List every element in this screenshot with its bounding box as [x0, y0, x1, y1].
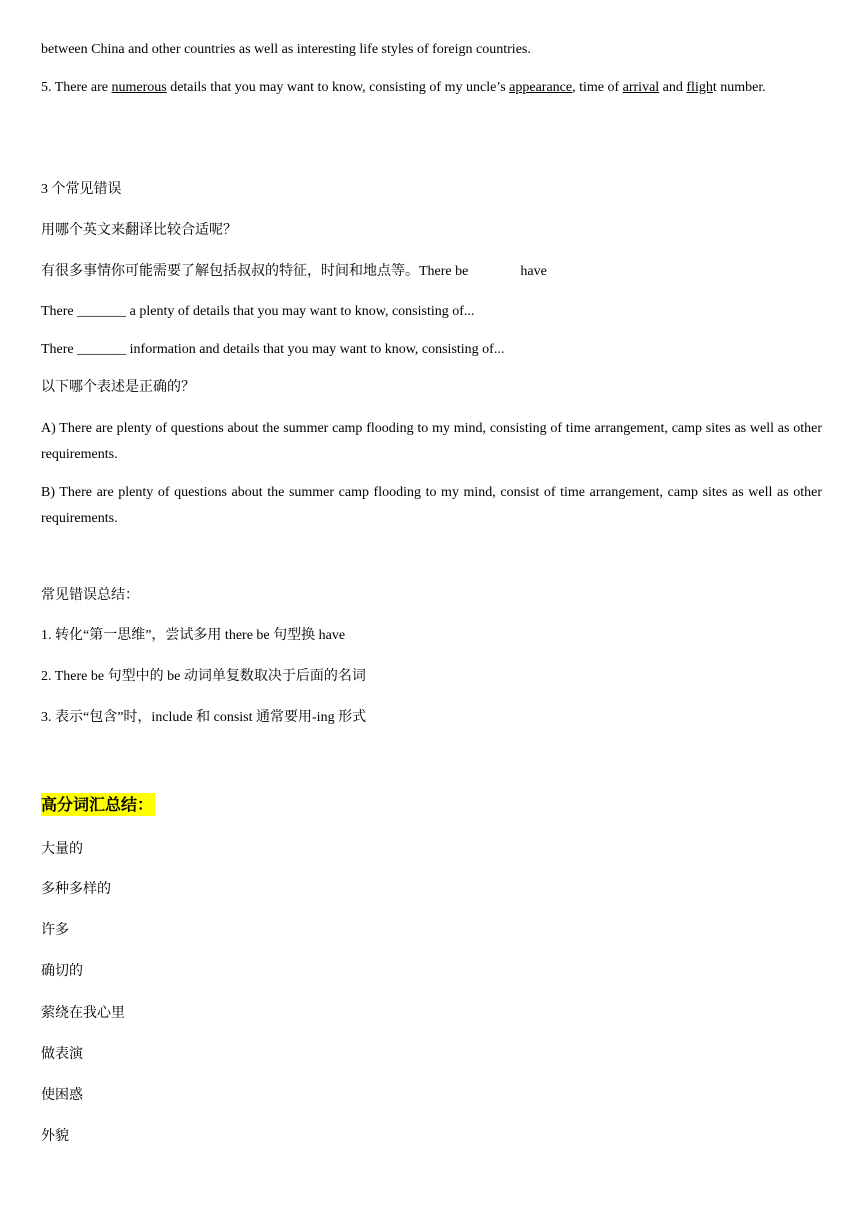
- item5-text-2: details that you may want to know, consisting of my uncle’s: [166, 80, 510, 95]
- item5-text-5: t number.: [712, 80, 766, 95]
- item5-text-1: 5. There are: [41, 80, 112, 95]
- summary-item-1: 1. 转化“第一思维”，尝试多用 there be 句型换 have: [41, 628, 346, 643]
- vocab-item: 大量的: [41, 842, 83, 857]
- item-5-paragraph: [41, 75, 822, 101]
- summary-item-3: 3. 表示“包含”时，include 和 consist 通常要用-ing 形式: [41, 710, 367, 725]
- underlined-appearance: appearance: [509, 80, 573, 95]
- item5-text-4: and: [659, 80, 687, 95]
- summary-heading: 常见错误总结：: [41, 588, 139, 603]
- vocab-item: 确切的: [41, 964, 83, 979]
- vocab-item: 多种多样的: [41, 882, 111, 897]
- vocab-item: 外貌: [41, 1129, 69, 1144]
- chinese-sentence-text: 有很多事情你可能需要了解包括叔叔的特征，时间和地点等。There be: [41, 264, 469, 279]
- chinese-sentence: [41, 259, 822, 285]
- vocab-heading-line: [41, 792, 822, 820]
- fill-blank-2: There _______ information and details that you may want to know, consisting of...: [41, 342, 505, 357]
- fill-blank-1: There _______ a plenty of details that you may want to know, consisting of...: [41, 304, 475, 319]
- item5-text-3: , time of: [572, 80, 623, 95]
- option-b: B) There are plenty of questions about the summer camp flooding to my mind, consist of time arrangement, camp sites as well as other requirements.: [41, 485, 822, 526]
- vocab-item: 做表演: [41, 1047, 83, 1062]
- have-word: have: [520, 264, 547, 279]
- option-a: A) There are plenty of questions about the summer camp flooding to my mind, consisting of time arrangement, camp sites as well as other requirements.: [41, 421, 822, 462]
- underlined-flight: fligh: [686, 80, 713, 95]
- translate-question: 用哪个英文来翻译比较合适呢？: [41, 223, 237, 238]
- vocab-item: 使困惑: [41, 1088, 83, 1103]
- vocab-item: 许多: [41, 923, 69, 938]
- common-errors-heading: 3 个常见错误: [41, 182, 122, 197]
- vocab-item: 萦绕在我心里: [41, 1006, 125, 1021]
- vocab-heading: 高分词汇总结：: [41, 795, 154, 814]
- underlined-numerous: numerous: [111, 80, 167, 95]
- underlined-arrival: arrival: [622, 80, 660, 95]
- intro-tail-paragraph: between China and other countries as well as interesting life styles of foreign countries.: [41, 42, 531, 57]
- which-correct-question: 以下哪个表述是正确的？: [41, 380, 195, 395]
- summary-item-2: 2. There be 句型中的 be 动词单复数取决于后面的名词: [41, 669, 366, 684]
